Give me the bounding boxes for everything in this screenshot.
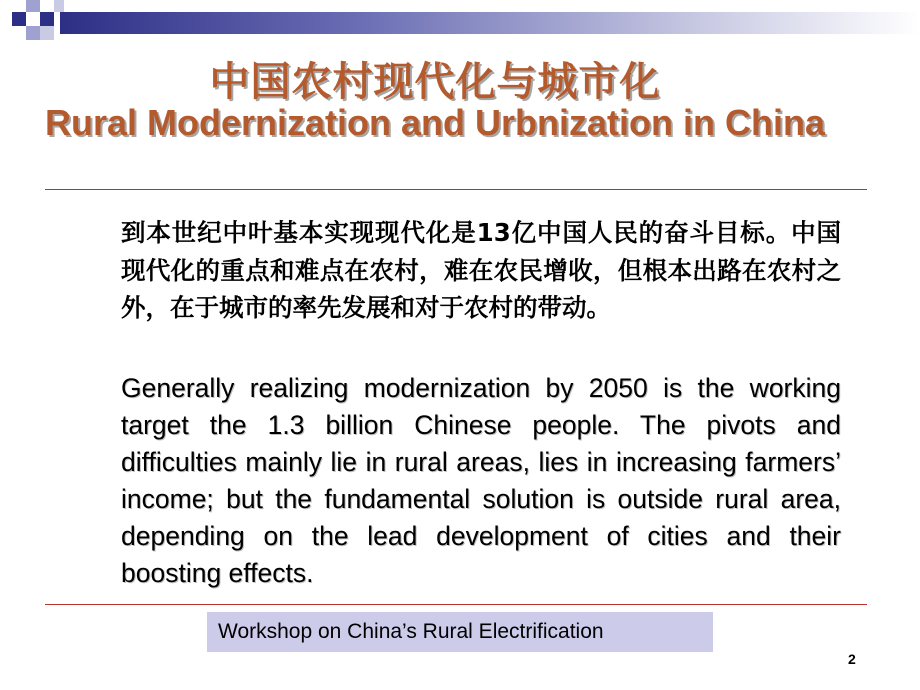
slide-title-chinese: 中国农村现代化与城市化 (209, 59, 661, 105)
decor-square (40, 26, 54, 40)
footer-workshop-label: Workshop on China’s Rural Electrification (207, 612, 713, 652)
page-number: 2 (848, 651, 856, 667)
decor-square (26, 26, 40, 40)
bottom-divider (45, 604, 867, 605)
decor-square (12, 12, 26, 26)
slide-title-english: Rural Modernization and Urbnization in China (45, 102, 825, 143)
body-paragraph-chinese: 到本世纪中叶基本实现现代化是13亿中国人民的奋斗目标。中国现代化的重点和难点在农村，难在农民增收，但根本出路在农村之外，在于城市的率先发展和对于农村的带动。 (121, 218, 841, 322)
decor-square (54, 0, 64, 12)
body-paragraph-english: Generally realizing modernization by 2050 is the working target the 1.3 billion Chinese people. The pivots and difficulties mainly lie in rural areas, lies in increasing farmers’ income; but the fundamental solution is outside rural area, depending on the lead development of cities and their boosting effects. (121, 373, 841, 588)
header-gradient-bar (60, 12, 920, 34)
decor-square (26, 0, 40, 12)
top-divider (45, 189, 867, 190)
decor-square (40, 12, 54, 26)
